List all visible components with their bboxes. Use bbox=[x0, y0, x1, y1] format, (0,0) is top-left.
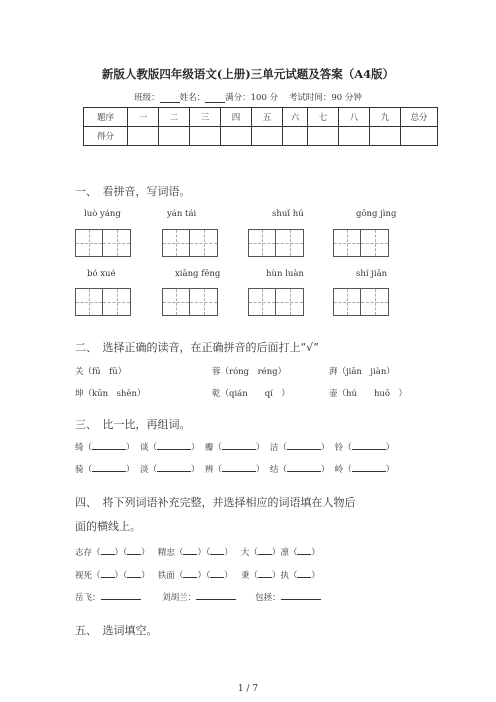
score-header-cell: 六 bbox=[283, 108, 308, 127]
pinyin-label: luò yáng bbox=[84, 209, 121, 219]
idiom-part: 视死 bbox=[75, 571, 93, 581]
idiom-row: 志存（ ）（ ） 精忠（ ）（ ） 大（ ）凛（ ） bbox=[75, 548, 320, 558]
word-blank[interactable] bbox=[287, 463, 321, 472]
writing-grid[interactable] bbox=[248, 229, 304, 257]
choice-item[interactable]: 湃（jiān jiàn） bbox=[329, 367, 395, 377]
word-blank[interactable] bbox=[222, 463, 256, 472]
score-cell[interactable] bbox=[221, 127, 252, 146]
idiom-part: 秉 bbox=[240, 571, 250, 581]
score-cell[interactable] bbox=[370, 127, 401, 146]
idiom-blank[interactable] bbox=[258, 546, 272, 555]
section1-heading: 一、 看拼音，写词语。 bbox=[75, 185, 191, 198]
word-blank[interactable] bbox=[157, 441, 191, 450]
name-blank[interactable] bbox=[205, 93, 225, 103]
pinyin-label: yán tái bbox=[167, 209, 197, 219]
char: 洁 bbox=[269, 443, 279, 453]
idiom-blank[interactable] bbox=[101, 546, 115, 555]
idiom-part: 凛 bbox=[280, 548, 289, 558]
choice-item[interactable]: 坤（kūn shēn） bbox=[75, 389, 146, 399]
idiom-blank[interactable] bbox=[101, 569, 115, 578]
score-header-cell: 七 bbox=[308, 108, 339, 127]
person-blank[interactable] bbox=[281, 591, 321, 600]
char: 结 bbox=[269, 465, 279, 475]
person-label: 包拯： bbox=[255, 593, 281, 603]
class-blank[interactable] bbox=[160, 93, 180, 103]
compare-row: 绮（ ） 谈（ ） 瓣（ ） 洁（ ） 铃（ ） bbox=[75, 443, 395, 453]
word-blank[interactable] bbox=[222, 441, 256, 450]
word-blank[interactable] bbox=[92, 463, 126, 472]
compare-row: 骑（ ） 淡（ ） 辨（ ） 结（ ） 岭（ ） bbox=[75, 465, 395, 475]
full-score: 满分：100 分 bbox=[225, 93, 279, 103]
choice-item[interactable]: 壶（hú huō ） bbox=[329, 389, 408, 399]
writing-grid[interactable] bbox=[333, 229, 389, 257]
page-number: 1 / 7 bbox=[237, 684, 259, 694]
score-header-cell: 一 bbox=[128, 108, 159, 127]
idiom-part: 精忠 bbox=[157, 548, 175, 558]
score-header-cell: 八 bbox=[339, 108, 370, 127]
char: 淡 bbox=[139, 465, 149, 475]
word-blank[interactable] bbox=[92, 441, 126, 450]
score-cell[interactable] bbox=[283, 127, 308, 146]
idiom-blank[interactable] bbox=[183, 569, 197, 578]
score-cell[interactable] bbox=[190, 127, 221, 146]
pinyin-label: gōng jìng bbox=[356, 209, 397, 219]
idiom-part: 执 bbox=[280, 571, 289, 581]
idiom-blank[interactable] bbox=[127, 569, 141, 578]
writing-grid[interactable] bbox=[162, 229, 218, 257]
exam-info bbox=[0, 91, 496, 103]
section4-heading-cont: 面的横线上。 bbox=[75, 520, 141, 533]
score-cell[interactable] bbox=[252, 127, 283, 146]
score-row-label: 得分 bbox=[84, 127, 128, 146]
choice-item[interactable]: 蓉（róng réng） bbox=[212, 367, 287, 377]
pinyin-label: bó xué bbox=[87, 269, 116, 279]
idiom-blank[interactable] bbox=[210, 569, 224, 578]
score-table bbox=[83, 107, 438, 146]
exam-time: 考试时间：90 分钟 bbox=[288, 93, 362, 103]
score-cell[interactable] bbox=[401, 127, 438, 146]
idiom-blank[interactable] bbox=[183, 546, 197, 555]
char: 辨 bbox=[204, 465, 214, 475]
idiom-blank[interactable] bbox=[297, 546, 311, 555]
person-label: 岳飞： bbox=[75, 593, 101, 603]
writing-grid[interactable] bbox=[162, 288, 218, 316]
score-header-cell: 二 bbox=[159, 108, 190, 127]
word-blank[interactable] bbox=[352, 441, 386, 450]
person-blank[interactable] bbox=[196, 591, 236, 600]
word-blank[interactable] bbox=[352, 463, 386, 472]
pinyin-label: shuǐ hú bbox=[272, 209, 304, 219]
person-blank[interactable] bbox=[101, 591, 141, 600]
section3-heading: 三、 比一比，再组词。 bbox=[75, 418, 191, 431]
choice-item[interactable]: 乾（qián qí ） bbox=[212, 389, 290, 399]
score-cell[interactable] bbox=[128, 127, 159, 146]
char: 骑 bbox=[75, 465, 84, 475]
score-cell[interactable] bbox=[339, 127, 370, 146]
score-cell[interactable] bbox=[159, 127, 190, 146]
pinyin-label: hùn luàn bbox=[266, 269, 304, 279]
char: 瓣 bbox=[204, 443, 214, 453]
idiom-part: 大 bbox=[240, 548, 250, 558]
score-header-row bbox=[84, 108, 438, 127]
score-row bbox=[84, 127, 438, 146]
section5-heading: 五、 选词填空。 bbox=[75, 624, 158, 637]
name-label: 姓名： bbox=[179, 93, 206, 103]
idiom-blank[interactable] bbox=[210, 546, 224, 555]
idiom-row: 视死（ ）（ ） 铁面（ ）（ ） 秉（ ）执（ ） bbox=[75, 571, 320, 581]
idiom-blank[interactable] bbox=[258, 569, 272, 578]
pinyin-label: shí jiān bbox=[356, 269, 388, 279]
word-blank[interactable] bbox=[287, 441, 321, 450]
score-header-cell: 总分 bbox=[401, 108, 438, 127]
writing-grid[interactable] bbox=[75, 288, 131, 316]
score-header-cell: 四 bbox=[221, 108, 252, 127]
char: 谈 bbox=[139, 443, 149, 453]
word-blank[interactable] bbox=[157, 463, 191, 472]
char: 铃 bbox=[334, 443, 344, 453]
idiom-part: 铁面 bbox=[157, 571, 175, 581]
idiom-part: 志存 bbox=[75, 548, 93, 558]
section2-heading: 二、 选择正确的读音，在正确拼音的后面打上“√” bbox=[75, 341, 319, 354]
score-header-cell: 三 bbox=[190, 108, 221, 127]
idiom-blank[interactable] bbox=[127, 546, 141, 555]
writing-grid[interactable] bbox=[248, 288, 304, 316]
writing-grid[interactable] bbox=[333, 288, 389, 316]
idiom-blank[interactable] bbox=[297, 569, 311, 578]
choice-item[interactable]: 关（fū fū） bbox=[75, 367, 127, 377]
score-header-cell: 题序 bbox=[84, 108, 128, 127]
pinyin-label: xiāng fēng bbox=[175, 269, 221, 279]
section4-heading: 四、 将下列词语补充完整，并选择相应的词语填在人物后 bbox=[75, 496, 356, 509]
writing-grid[interactable] bbox=[75, 229, 131, 257]
class-label: 班级： bbox=[134, 93, 160, 103]
score-cell[interactable] bbox=[308, 127, 339, 146]
char: 绮 bbox=[75, 443, 84, 453]
page-title: 新版人教版四年级语文(上册)三单元试题及答案（A4版） bbox=[101, 67, 395, 81]
person-label: 刘胡兰： bbox=[162, 593, 197, 603]
char: 岭 bbox=[334, 465, 344, 475]
person-row bbox=[75, 591, 321, 603]
score-header-cell: 五 bbox=[252, 108, 283, 127]
score-header-cell: 九 bbox=[370, 108, 401, 127]
